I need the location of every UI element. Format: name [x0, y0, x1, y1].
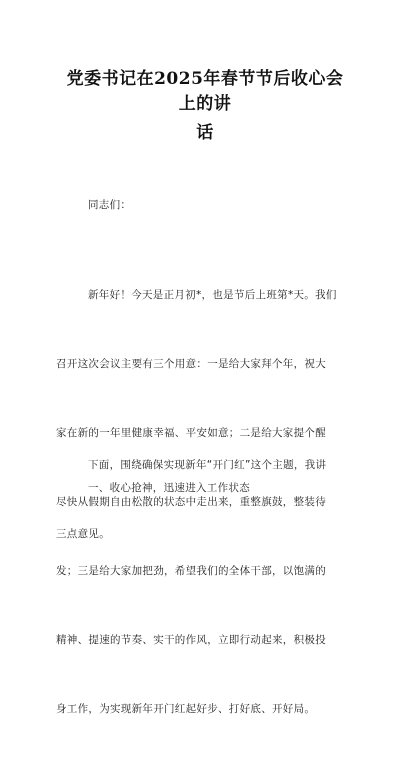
paragraph-1-line: 尽快从假期自由松散的状态中走出来，重整旗鼓，整装待: [56, 496, 326, 508]
paragraph-1-line: 精神、提速的节奏、实干的作风，立即行动起来，积极投: [56, 634, 326, 646]
paragraph-2: [56, 408, 346, 592]
paragraph-1-line: 新年好！今天是正月初*，也是节后上班第*天。我们: [88, 289, 337, 301]
document-title-line1: 党委书记在2025年春节节后收心会上的讲: [66, 69, 344, 114]
paragraph-2-line: 下面，围绕确保实现新年“开门红”这个主题，我讲: [88, 459, 327, 471]
document-title-line2: 话: [196, 123, 214, 143]
paragraph-1-line: 身工作，为实现新年开门红起好步、打好底、开好局。: [56, 703, 316, 715]
section-heading-1: 一、收心抢神，迅速进入工作状态: [88, 482, 250, 494]
paragraph-1-line: 召开这次会议主要有三个用意：一是给大家拜个年，祝大: [56, 358, 326, 370]
salutation: 同志们：: [88, 199, 132, 211]
paragraph-1-line: 家在新的一年里健康幸福、平安如意；二是给大家提个醒: [56, 427, 326, 439]
paragraph-2-line: 三点意见。: [56, 528, 110, 540]
paragraph-1-line: 发；三是给大家加把劲，希望我们的全体干部，以饱满的: [56, 565, 326, 577]
